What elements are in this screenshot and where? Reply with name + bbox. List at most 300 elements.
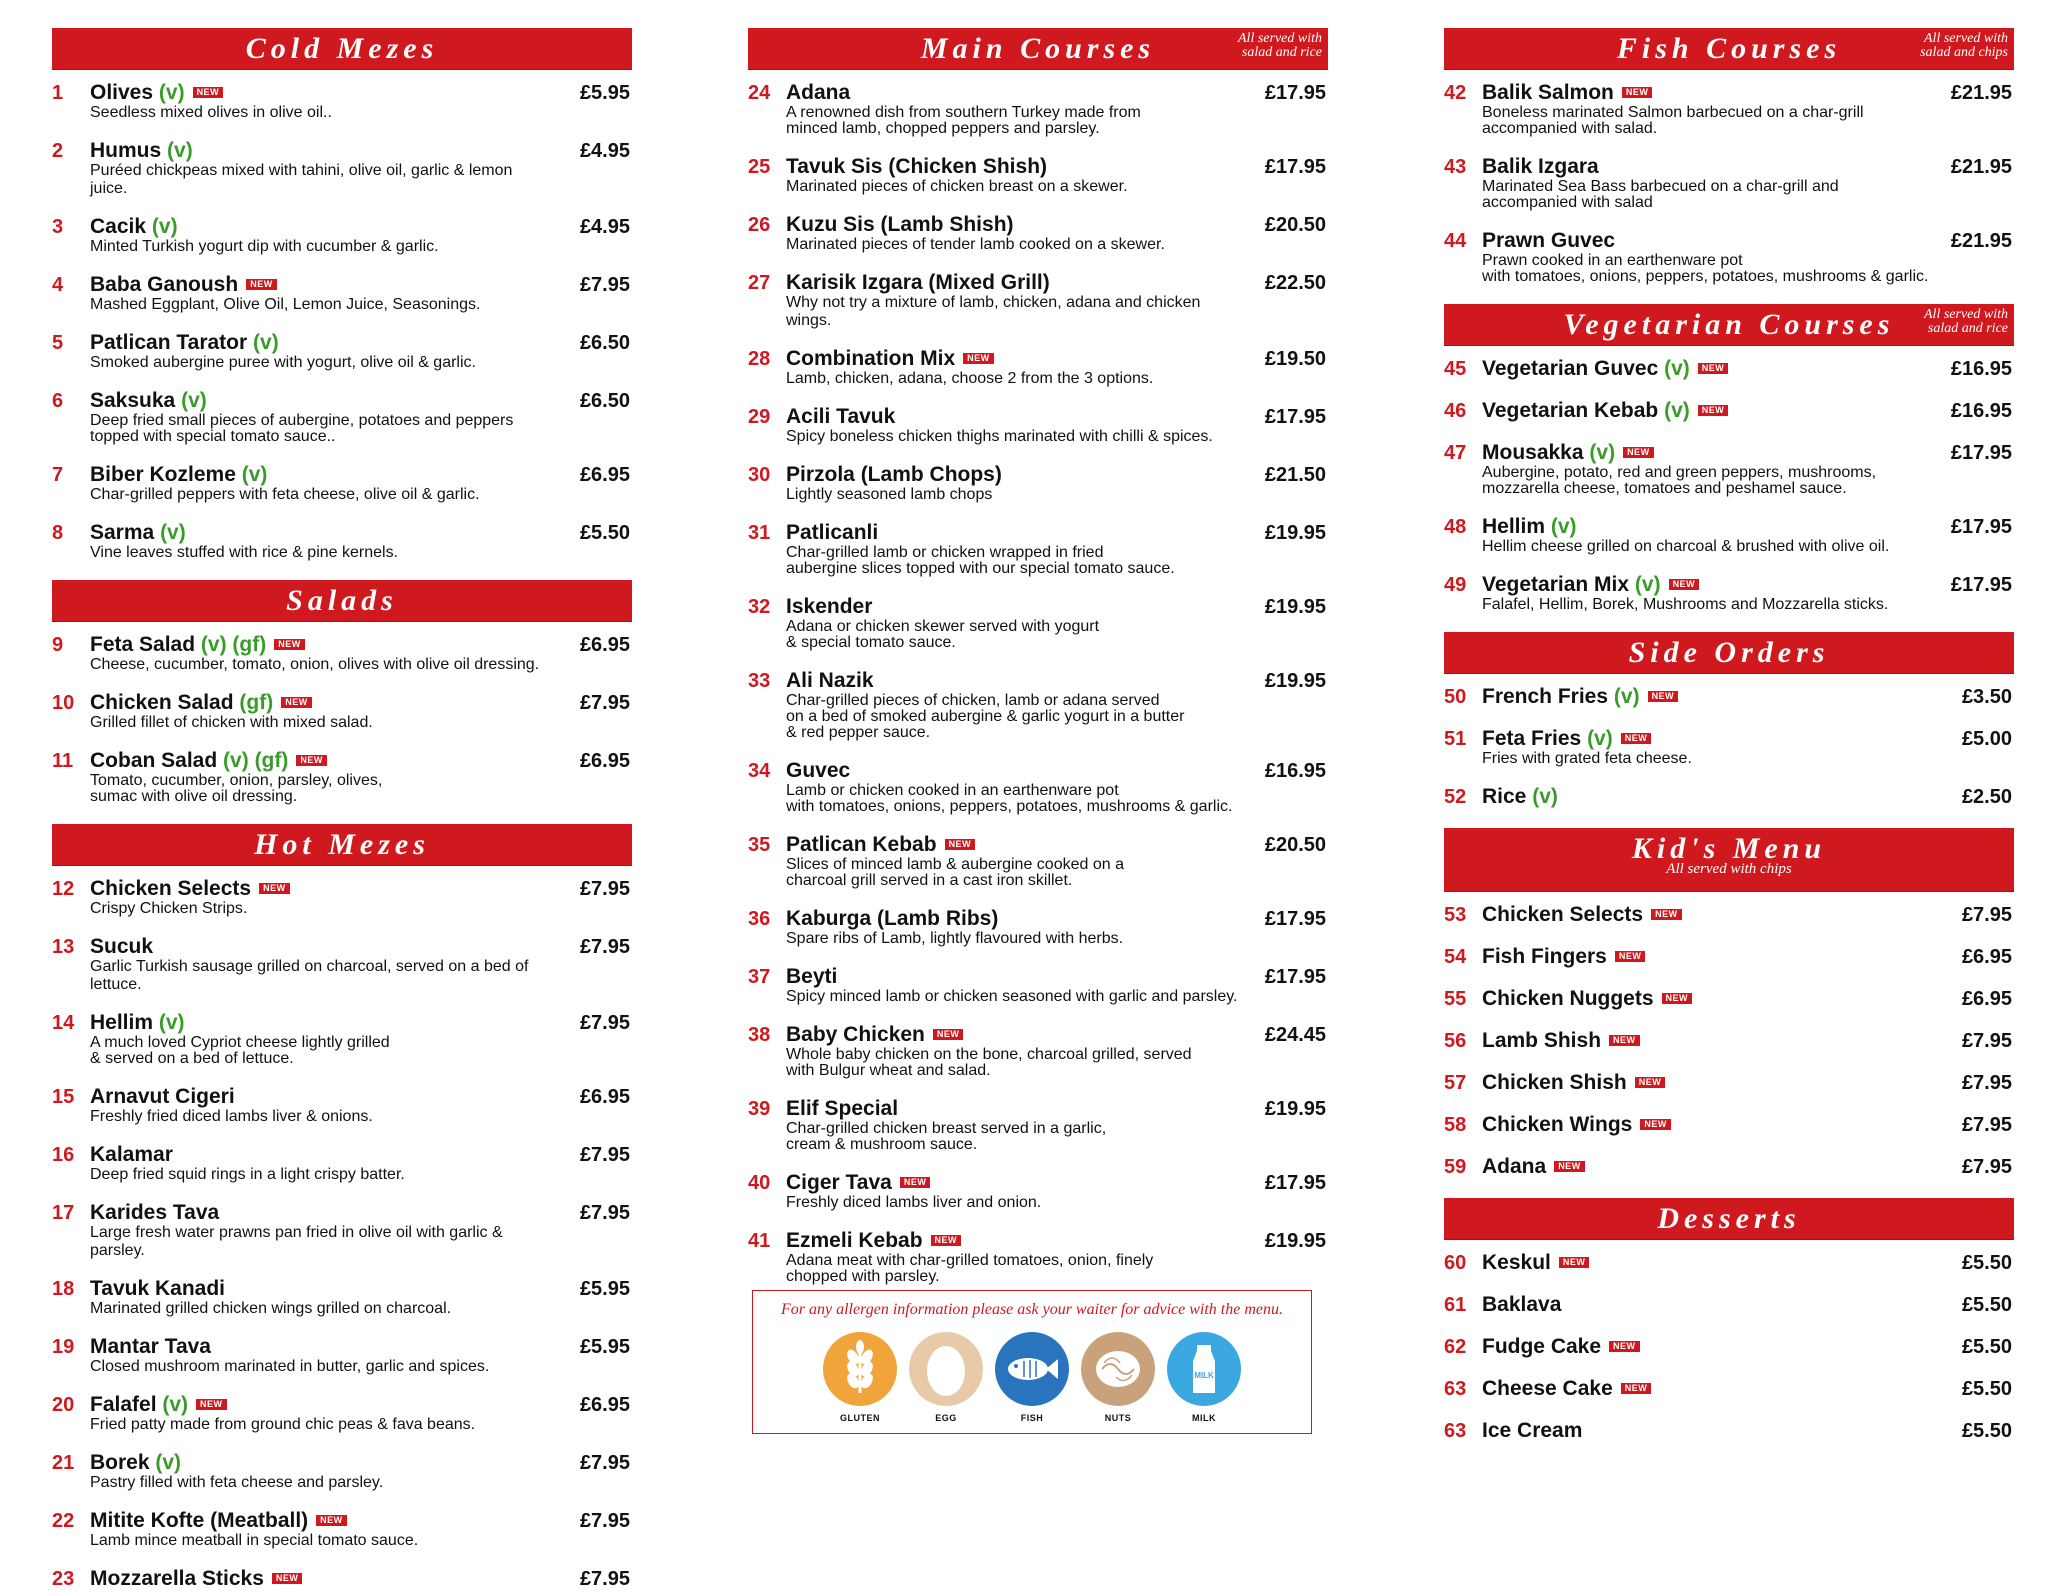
item-name: Fudge Cake: [1482, 1335, 1602, 1358]
item-description: Cheese, cucumber, tomato, onion, olives with olive oil dressing.: [90, 656, 540, 673]
gluten-free-tag: (gf): [254, 749, 289, 772]
item-number: 1: [52, 82, 64, 104]
item-number: 9: [52, 634, 64, 656]
item-name: Coban Salad: [90, 749, 218, 772]
item-name: Combination Mix: [786, 347, 956, 370]
item-name: Sarma: [90, 521, 155, 544]
new-badge: NEW: [196, 1399, 227, 1410]
menu-item: [1444, 1154, 2014, 1180]
menu-item: [1444, 1028, 2014, 1054]
item-price: £19.95: [1264, 522, 1326, 544]
item-price: £17.95: [1264, 156, 1326, 178]
section-title: Cold Mezes: [245, 32, 439, 65]
item-name-line: [786, 346, 1248, 372]
item-description: Freshly diced lambs liver and onion.: [786, 1194, 1042, 1211]
item-name: Chicken Wings: [1482, 1113, 1633, 1136]
item-name-line: [786, 964, 1248, 990]
item-description: Tomato, cucumber, onion, parsley, olives,: [90, 772, 383, 789]
item-number: 3: [52, 216, 64, 238]
item-description: cream & mushroom sauce.: [786, 1136, 978, 1153]
menu-item: [52, 388, 632, 446]
item-price: £5.50: [1961, 1378, 2012, 1400]
allergen-egg: [908, 1331, 984, 1423]
item-price: £5.50: [1961, 1336, 2012, 1358]
item-number: 10: [52, 692, 75, 714]
item-price: £24.45: [1264, 1024, 1326, 1046]
item-description: Deep fried squid rings in a light crispy batter.: [90, 1166, 405, 1183]
item-number: 47: [1444, 442, 1467, 464]
item-name: Olives: [90, 81, 154, 104]
item-number: 18: [52, 1278, 75, 1300]
item-name-line: [90, 1010, 552, 1036]
item-number: 19: [52, 1336, 75, 1358]
item-number: 37: [748, 966, 771, 988]
item-description: with Bulgur wheat and salad.: [786, 1062, 991, 1079]
section-header: [52, 580, 632, 622]
item-number: 33: [748, 670, 771, 692]
item-name-line: [786, 906, 1248, 932]
item-name-line: [1482, 784, 1934, 810]
menu-item: [1444, 1376, 2014, 1402]
vegetarian-tag: (v): [241, 463, 268, 486]
menu-item: [748, 668, 1328, 742]
item-name: Saksuka: [90, 389, 176, 412]
item-number: 16: [52, 1144, 75, 1166]
item-price: £16.95: [1264, 760, 1326, 782]
item-price: £7.95: [579, 936, 630, 958]
item-name: Biber Kozleme: [90, 463, 236, 486]
section-header: [748, 28, 1328, 70]
item-name: Balik Salmon: [1482, 81, 1614, 104]
item-name-line: [786, 520, 1248, 546]
item-description: & red pepper sauce.: [786, 724, 931, 741]
item-description: Vine leaves stuffed with rice & pine kernels.: [90, 544, 399, 561]
item-name-line: [786, 832, 1248, 858]
item-number: 24: [748, 82, 771, 104]
item-price: £7.95: [579, 1144, 630, 1166]
item-name-line: [90, 1450, 552, 1476]
item-name: Rice: [1482, 785, 1527, 808]
item-number: 63: [1444, 1420, 1467, 1442]
section-note: [1898, 308, 2008, 336]
item-name: Hellim: [1482, 515, 1546, 538]
item-price: £6.50: [579, 332, 630, 354]
menu-item: [52, 934, 632, 994]
item-name: Pirzola (Lamb Chops): [786, 463, 1002, 486]
item-description: Mashed Eggplant, Olive Oil, Lemon Juice, Seasonings.: [90, 296, 481, 313]
item-name-line: [786, 270, 1248, 296]
item-number: 55: [1444, 988, 1467, 1010]
item-name-line: [1482, 572, 1934, 598]
item-name-line: [786, 212, 1248, 238]
menu-item: [748, 1170, 1328, 1212]
item-number: 39: [748, 1098, 771, 1120]
item-name: Kalamar: [90, 1143, 173, 1166]
item-number: 30: [748, 464, 771, 486]
section-header: [52, 28, 632, 70]
menu-item: [748, 346, 1328, 388]
item-description: Deep fried small pieces of aubergine, potatoes and peppers: [90, 412, 514, 429]
section-note: [1212, 32, 1322, 60]
new-badge: NEW: [931, 1235, 962, 1246]
item-name: Chicken Selects: [90, 877, 252, 900]
item-number: 53: [1444, 904, 1467, 926]
item-description: Lightly seasoned lamb chops: [786, 486, 993, 503]
item-number: 46: [1444, 400, 1467, 422]
new-badge: NEW: [933, 1029, 964, 1040]
item-name-line: [1482, 1418, 1934, 1444]
section-title: Hot Mezes: [254, 828, 430, 861]
item-number: 7: [52, 464, 64, 486]
menu-item: [1444, 944, 2014, 970]
new-badge: NEW: [1609, 1035, 1640, 1046]
item-name-line: [1482, 440, 1934, 466]
vegetarian-tag: (v): [1664, 357, 1690, 380]
item-description: accompanied with salad.: [1482, 120, 1658, 137]
menu-items: [1444, 674, 2014, 810]
new-badge: NEW: [1615, 951, 1646, 962]
item-description: Aubergine, potato, red and green peppers, mushrooms,: [1482, 464, 1877, 481]
item-name-line: [90, 1508, 552, 1534]
item-name-line: [90, 748, 552, 774]
item-name: Karides Tava: [90, 1201, 220, 1224]
menu-item: [748, 906, 1328, 948]
menu-item: [1444, 80, 2014, 138]
menu-item: [748, 404, 1328, 446]
item-number: 61: [1444, 1294, 1467, 1316]
item-number: 28: [748, 348, 771, 370]
item-name-line: [786, 80, 1248, 106]
menu-item: [1444, 1292, 2014, 1318]
item-name: Chicken Shish: [1482, 1071, 1627, 1094]
menu-item: [52, 520, 632, 562]
section-title: Kid's Menu: [1631, 832, 1827, 865]
item-price: £7.95: [579, 1510, 630, 1532]
item-description: Marinated grilled chicken wings grilled on charcoal.: [90, 1300, 452, 1317]
vegetarian-tag: (v): [151, 215, 178, 238]
menu-items: [748, 70, 1328, 1286]
section-note-line: salad and rice: [1927, 321, 2008, 336]
item-number: 21: [52, 1452, 75, 1474]
new-badge: NEW: [1635, 1077, 1666, 1088]
item-price: £16.95: [1950, 358, 2012, 380]
new-badge: NEW: [1651, 909, 1682, 920]
item-name: Fish Fingers: [1482, 945, 1607, 968]
menu-column-center: [748, 28, 1328, 1286]
item-description: Falafel, Hellim, Borek, Mushrooms and Mozzarella sticks.: [1482, 596, 1889, 613]
vegetarian-tag: (v): [155, 1451, 182, 1474]
item-description: A much loved Cypriot cheese lightly grilled: [90, 1034, 390, 1051]
item-number: 35: [748, 834, 771, 856]
item-name: Baby Chicken: [786, 1023, 925, 1046]
section-header: [52, 824, 632, 866]
item-name: Tavuk Sis (Chicken Shish): [786, 155, 1048, 178]
item-description: Char-grilled pieces of chicken, lamb or adana served: [786, 692, 1160, 709]
item-price: £6.95: [579, 464, 630, 486]
menu-items: [1444, 70, 2014, 286]
item-description: Adana meat with char-grilled tomatoes, onion, finely: [786, 1252, 1154, 1269]
item-name: Iskender: [786, 595, 873, 618]
item-name-line: [1482, 398, 1934, 424]
vegetarian-tag: (v): [167, 139, 193, 162]
vegetarian-tag: (v): [1589, 441, 1616, 464]
item-name: Cacik: [90, 215, 147, 238]
section-title: Salads: [286, 584, 398, 617]
item-price: £21.95: [1950, 156, 2012, 178]
item-price: £7.95: [1961, 1114, 2012, 1136]
allergen-label: MILK: [1192, 1413, 1216, 1423]
item-number: 44: [1444, 230, 1467, 252]
menu-item: [748, 270, 1328, 330]
item-price: £7.95: [579, 878, 630, 900]
menu-item: [1444, 572, 2014, 614]
menu-item: [52, 1142, 632, 1184]
item-number: 17: [52, 1202, 75, 1224]
item-number: 43: [1444, 156, 1467, 178]
item-number: 49: [1444, 574, 1467, 596]
item-name-line: [90, 632, 552, 658]
menu-item: [748, 832, 1328, 890]
item-number: 52: [1444, 786, 1467, 808]
menu-item: [1444, 154, 2014, 212]
item-description: Why not try a mixture of lamb, chicken, adana and chicken wings.: [786, 294, 1201, 329]
item-description: Char-grilled peppers with feta cheese, olive oil & garlic.: [90, 486, 480, 503]
item-name-line: [90, 138, 552, 164]
allergen-nuts: [1080, 1331, 1156, 1423]
menu-item: [748, 1022, 1328, 1080]
item-description: Spicy minced lamb or chicken seasoned with garlic and parsley.: [786, 988, 1238, 1005]
item-price: £20.50: [1264, 834, 1326, 856]
item-number: 32: [748, 596, 771, 618]
item-price: £7.95: [579, 692, 630, 714]
new-badge: NEW: [1669, 579, 1700, 590]
item-number: 50: [1444, 686, 1467, 708]
item-number: 59: [1444, 1156, 1467, 1178]
section-note-line: All served with: [1238, 31, 1322, 46]
item-name-line: [90, 1200, 552, 1226]
item-price: £19.95: [1264, 670, 1326, 692]
item-name: Borek: [90, 1451, 150, 1474]
item-name: Tavuk Kanadi: [90, 1277, 225, 1300]
item-number: 4: [52, 274, 64, 296]
item-name: Feta Salad: [90, 633, 196, 656]
new-badge: NEW: [296, 755, 327, 766]
section-header: [1444, 632, 2014, 674]
item-name-line: [90, 690, 552, 716]
item-name: Lamb Shish: [1482, 1029, 1602, 1052]
item-price: £5.95: [579, 82, 630, 104]
item-number: 38: [748, 1024, 771, 1046]
vegetarian-tag: (v): [223, 749, 249, 772]
item-description: Lamb, chicken, adana, choose 2 from the 3 options.: [786, 370, 1154, 387]
item-name: Acili Tavuk: [786, 405, 896, 428]
item-description: Marinated pieces of tender lamb cooked on a skewer.: [786, 236, 1165, 253]
item-description: with tomatoes, onions, peppers, potatoes, mushrooms & garlic.: [1482, 268, 1929, 285]
item-price: £3.50: [1961, 686, 2012, 708]
menu-item: [52, 748, 632, 806]
item-name: Patlicanli: [786, 521, 879, 544]
item-description: & served on a bed of lettuce.: [90, 1050, 294, 1067]
item-name: Ezmeli Kebab: [786, 1229, 923, 1252]
menu-section: [1444, 28, 2014, 286]
item-price: £22.50: [1264, 272, 1326, 294]
new-badge: NEW: [246, 279, 277, 290]
vegetarian-tag: (v): [181, 389, 207, 412]
item-number: 34: [748, 760, 771, 782]
item-name-line: [90, 272, 552, 298]
item-number: 5: [52, 332, 64, 354]
item-price: £19.95: [1264, 1098, 1326, 1120]
menu-items: [1444, 1240, 2014, 1444]
item-description: Large fresh water prawns pan fried in olive oil with garlic & parsley.: [90, 1224, 503, 1259]
item-description: sumac with olive oil dressing.: [90, 788, 298, 805]
allergen-milk: [1166, 1331, 1242, 1423]
item-price: £5.00: [1961, 728, 2012, 750]
item-description: Prawn cooked in an earthenware pot: [1482, 252, 1743, 269]
item-number: 60: [1444, 1252, 1467, 1274]
section-title: Main Courses: [920, 32, 1156, 65]
item-description: charcoal grill served in a cast iron skillet.: [786, 872, 1073, 889]
menu-item: [52, 632, 632, 674]
item-number: 29: [748, 406, 771, 428]
item-number: 40: [748, 1172, 771, 1194]
item-description: Fried patty made from ground chic peas & fava beans.: [90, 1416, 476, 1433]
menu-item: [1444, 1250, 2014, 1276]
allergen-icons: [753, 1331, 1311, 1423]
item-number: 41: [748, 1230, 771, 1252]
menu-item: [748, 964, 1328, 1006]
allergen-label: GLUTEN: [840, 1413, 880, 1423]
item-price: £21.95: [1950, 230, 2012, 252]
menu-item: [1444, 986, 2014, 1012]
menu-item: [52, 1392, 632, 1434]
item-description: minced lamb, chopped peppers and parsley.: [786, 120, 1100, 137]
item-name: Mantar Tava: [90, 1335, 211, 1358]
item-price: £6.95: [1961, 946, 2012, 968]
item-name: Hellim: [90, 1011, 154, 1034]
item-name: Balik Izgara: [1482, 155, 1599, 178]
item-number: 11: [52, 750, 74, 772]
item-name-line: [90, 80, 552, 106]
section-subtitle: All served with chips: [1666, 861, 1792, 877]
allergen-label: EGG: [935, 1413, 957, 1423]
item-description: Whole baby chicken on the bone, charcoal grilled, served: [786, 1046, 1192, 1063]
item-number: 23: [52, 1568, 75, 1590]
item-name: Arnavut Cigeri: [90, 1085, 235, 1108]
item-description: Fries with grated feta cheese.: [1482, 750, 1692, 767]
item-description: Crispy Chicken Strips.: [90, 900, 248, 917]
new-badge: NEW: [1648, 691, 1679, 702]
item-name-line: [1482, 1250, 1934, 1276]
menu-items: [1444, 892, 2014, 1180]
menu-section: [52, 580, 632, 806]
new-badge: NEW: [272, 1573, 303, 1584]
menu-item: [1444, 514, 2014, 556]
new-badge: NEW: [281, 697, 312, 708]
item-name-line: [90, 876, 552, 902]
new-badge: NEW: [963, 353, 994, 364]
menu-item: [52, 1508, 632, 1550]
item-name: Chicken Nuggets: [1482, 987, 1654, 1010]
section-title: Side Orders: [1628, 636, 1830, 669]
item-description: topped with special tomato sauce..: [90, 428, 336, 445]
item-name-line: [90, 388, 552, 414]
milk-icon-text: MILK: [1194, 1371, 1214, 1380]
menu-item: [748, 758, 1328, 816]
vegetarian-tag: (v): [1613, 685, 1640, 708]
item-name-line: [90, 934, 552, 960]
item-name-line: [90, 1276, 552, 1302]
menu-items: [52, 866, 632, 1592]
item-price: £19.50: [1264, 348, 1326, 370]
item-name-line: [90, 1566, 552, 1592]
item-description: Char-grilled lamb or chicken wrapped in fried: [786, 544, 1104, 561]
section-title: Desserts: [1657, 1202, 1801, 1235]
item-name: Keskul: [1482, 1251, 1551, 1274]
item-name-line: [90, 330, 552, 356]
item-description: Spare ribs of Lamb, lightly flavoured with herbs.: [786, 930, 1124, 947]
item-price: £17.95: [1264, 908, 1326, 930]
section-note-line: All served with: [1924, 307, 2008, 322]
item-price: £7.95: [579, 1012, 630, 1034]
menu-item: [52, 138, 632, 198]
item-name: Adana: [786, 81, 851, 104]
item-price: £6.50: [579, 390, 630, 412]
menu-item: [52, 462, 632, 504]
item-description: Char-grilled chicken breast served in a garlic,: [786, 1120, 1107, 1137]
menu-section: [1444, 828, 2014, 1180]
wheat-icon: [822, 1331, 898, 1407]
item-description: Spicy boneless chicken thighs marinated with chilli & spices.: [786, 428, 1213, 445]
menu-section: [1444, 1198, 2014, 1444]
item-number: 26: [748, 214, 771, 236]
section-header: [1444, 1198, 2014, 1240]
item-name-line: [90, 1142, 552, 1168]
section-title: Vegetarian Courses: [1563, 308, 1895, 341]
menu-item: [52, 1200, 632, 1260]
item-price: £17.95: [1264, 406, 1326, 428]
menu-item: [52, 690, 632, 732]
item-number: 56: [1444, 1030, 1467, 1052]
vegetarian-tag: (v): [253, 331, 279, 354]
item-description: mozzarella cheese, tomatoes and peshamel sauce.: [1482, 480, 1847, 497]
item-name: Mitite Kofte (Meatball): [90, 1509, 309, 1532]
vegetarian-tag: (v): [158, 81, 185, 104]
item-number: 51: [1444, 728, 1467, 750]
item-description: Lamb or chicken cooked in an earthenware pot: [786, 782, 1119, 799]
allergen-box: [752, 1290, 1312, 1434]
item-name-line: [786, 1096, 1248, 1122]
item-description: Closed mushroom marinated in butter, garlic and spices.: [90, 1358, 490, 1375]
item-number: 36: [748, 908, 771, 930]
item-name: French Fries: [1482, 685, 1609, 708]
item-price: £19.95: [1264, 1230, 1326, 1252]
menu-item: [52, 876, 632, 918]
item-number: 45: [1444, 358, 1467, 380]
menu-items: [52, 70, 632, 562]
menu-item: [1444, 726, 2014, 768]
new-badge: NEW: [193, 87, 224, 98]
section-header: [1444, 828, 2014, 892]
item-description: & special tomato sauce.: [786, 634, 956, 651]
item-description: A renowned dish from southern Turkey made from: [786, 104, 1141, 121]
item-name: Elif Special: [786, 1097, 899, 1120]
allergen-gluten: [822, 1331, 898, 1423]
item-price: £7.95: [1961, 1072, 2012, 1094]
menu-section: [52, 824, 632, 1592]
item-price: £2.50: [1961, 786, 2012, 808]
item-name: Mozzarella Sticks: [90, 1567, 264, 1590]
